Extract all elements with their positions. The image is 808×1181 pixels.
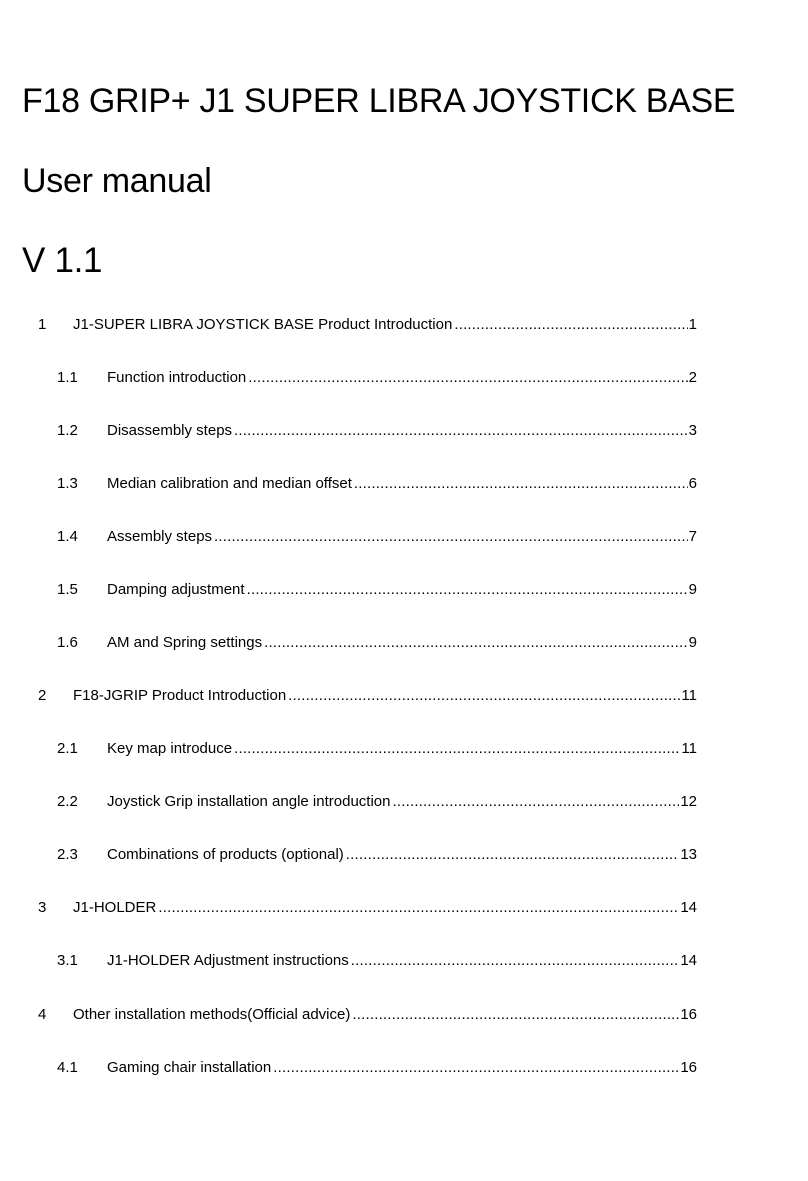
toc-page-number: 7 <box>688 528 697 545</box>
toc-dot-leader <box>346 845 680 865</box>
toc-entry[interactable] <box>57 792 697 812</box>
toc-number: 3 <box>38 899 47 916</box>
document-title: F18 GRIP+ J1 SUPER LIBRA JOYSTICK BASE <box>22 82 736 120</box>
toc-dot-leader <box>247 580 688 600</box>
toc-number: 2.2 <box>57 793 78 810</box>
toc-title: J1-HOLDER Adjustment instructions <box>107 952 349 969</box>
toc-dot-leader <box>214 527 688 547</box>
toc-entry[interactable] <box>57 739 697 759</box>
toc-entry[interactable] <box>38 315 697 335</box>
toc-page-number: 13 <box>680 846 697 863</box>
toc-page-number: 3 <box>688 422 697 439</box>
toc-entry[interactable] <box>38 898 697 918</box>
toc-dot-leader <box>454 315 687 335</box>
toc-entry[interactable] <box>57 527 697 547</box>
toc-number: 3.1 <box>57 952 78 969</box>
toc-title: AM and Spring settings <box>107 634 263 651</box>
toc-dot-leader <box>354 474 688 494</box>
document-version: V 1.1 <box>22 241 103 280</box>
toc-entry[interactable] <box>57 474 697 494</box>
toc-page-number: 1 <box>688 316 697 333</box>
toc-entry[interactable] <box>38 686 697 706</box>
toc-number: 1.6 <box>57 634 78 651</box>
toc-dot-leader <box>234 421 688 441</box>
toc-page-number: 16 <box>680 1059 697 1076</box>
toc-title: Assembly steps <box>107 528 213 545</box>
toc-dot-leader <box>234 739 680 759</box>
toc-number: 1.2 <box>57 422 78 439</box>
toc-page-number: 9 <box>688 581 697 598</box>
toc-page-number: 6 <box>688 475 697 492</box>
toc-page-number: 16 <box>680 1006 697 1023</box>
toc-title: Combinations of products (optional) <box>107 846 344 863</box>
toc-entry[interactable] <box>57 580 697 600</box>
toc-number: 1 <box>38 316 47 333</box>
toc-title: J1-HOLDER <box>73 899 157 916</box>
toc-page-number: 14 <box>680 899 697 916</box>
toc-title: Disassembly steps <box>107 422 233 439</box>
toc-dot-leader <box>248 368 687 388</box>
toc-number: 2.3 <box>57 846 78 863</box>
toc-entry[interactable] <box>57 421 697 441</box>
toc-entry[interactable] <box>57 633 697 653</box>
toc-entry[interactable] <box>57 368 697 388</box>
toc-page-number: 11 <box>681 740 697 757</box>
toc-dot-leader <box>264 633 688 653</box>
toc-entry[interactable] <box>57 1058 697 1078</box>
toc-entry[interactable] <box>38 1005 697 1025</box>
toc-title: J1-SUPER LIBRA JOYSTICK BASE Product Introduction <box>73 316 453 333</box>
toc-dot-leader <box>158 898 679 918</box>
toc-page-number: 14 <box>680 952 697 969</box>
toc-number: 1.3 <box>57 475 78 492</box>
toc-title: Function introduction <box>107 369 247 386</box>
toc-dot-leader <box>288 686 680 706</box>
toc-number: 1.4 <box>57 528 78 545</box>
toc-entry[interactable] <box>57 845 697 865</box>
toc-title: Gaming chair installation <box>107 1059 272 1076</box>
toc-number: 4.1 <box>57 1059 78 1076</box>
toc-dot-leader <box>392 792 679 812</box>
toc-page-number: 9 <box>688 634 697 651</box>
toc-dot-leader <box>273 1058 679 1078</box>
toc-page-number: 12 <box>680 793 697 810</box>
toc-title: Joystick Grip installation angle introduction <box>107 793 391 810</box>
toc-number: 1.1 <box>57 369 78 386</box>
toc-number: 2 <box>38 687 47 704</box>
toc-title: Other installation methods(Official advice) <box>73 1006 351 1023</box>
toc-title: F18-JGRIP Product Introduction <box>73 687 287 704</box>
document-subtitle: User manual <box>22 162 212 200</box>
toc-page-number: 11 <box>681 687 697 704</box>
toc-number: 2.1 <box>57 740 78 757</box>
toc-page-number: 2 <box>688 369 697 386</box>
toc-title: Median calibration and median offset <box>107 475 352 492</box>
toc-title: Key map introduce <box>107 740 233 757</box>
toc-entry[interactable] <box>57 951 697 971</box>
toc-number: 1.5 <box>57 581 78 598</box>
toc-dot-leader <box>352 1005 679 1025</box>
toc-title: Damping adjustment <box>107 581 245 598</box>
toc-number: 4 <box>38 1006 47 1023</box>
toc-dot-leader <box>351 951 680 971</box>
